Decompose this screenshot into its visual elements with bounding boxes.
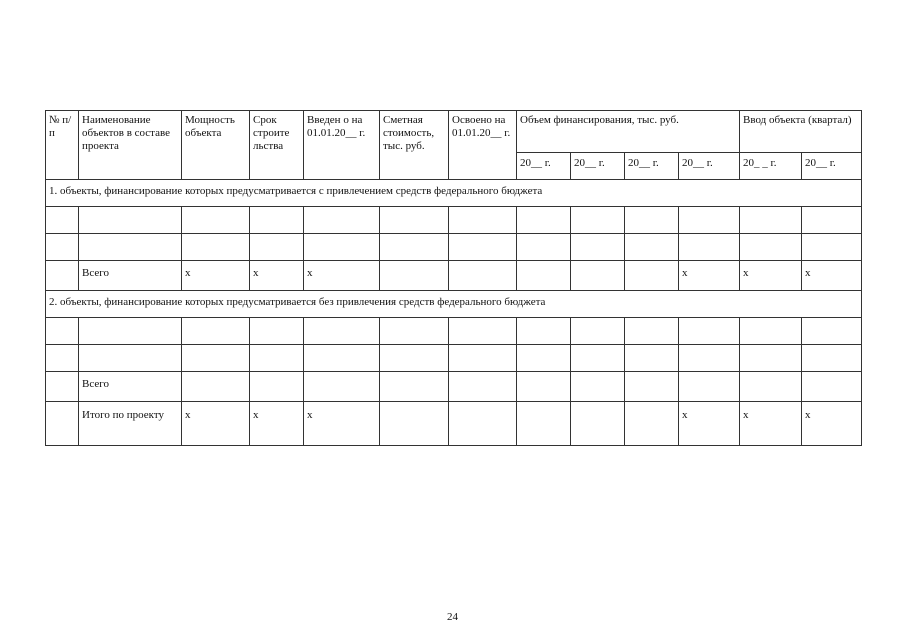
table-row-total-2 [46, 372, 862, 402]
header-entry-year-2: 20__ г. [802, 153, 862, 180]
projects-table [45, 110, 862, 446]
header-year-4: 20__ г. [679, 153, 740, 180]
header-estimate: Сметная стоимость, тыс. руб. [380, 111, 449, 180]
header-capacity: Мощность объекта [182, 111, 250, 180]
page-number: 24 [447, 611, 458, 623]
header-mastered: Освоено на 01.01.20__ г. [449, 111, 517, 180]
table-row [46, 345, 862, 372]
section-title-1: 1. объекты, финансирование которых предусматривается с привлечением средств федерального бюджета [46, 180, 862, 207]
table-row [46, 207, 862, 234]
header-duration: Срок строите льства [250, 111, 304, 180]
header-year-1: 20__ г. [517, 153, 571, 180]
table-row [46, 234, 862, 261]
table-row-total-1: Всего х х х х х х [46, 261, 862, 291]
project-total-label: Итого по проекту [79, 402, 182, 446]
total-label: Всего [79, 372, 182, 402]
header-entry-year-1: 20_ _ г. [740, 153, 802, 180]
header-year-3: 20__ г. [625, 153, 679, 180]
header-year-2: 20__ г. [571, 153, 625, 180]
header-entry: Ввод объекта (квартал) [740, 111, 862, 153]
header-name: Наименование объектов в составе проекта [79, 111, 182, 180]
header-num: № п/п [46, 111, 79, 180]
header-financing: Объем финансирования, тыс. руб. [517, 111, 740, 153]
section-title-2: 2. объекты, финансирование которых предусматривается без привлечения средств федерального бюджета [46, 291, 862, 318]
table-row [46, 318, 862, 345]
header-commissioned: Введен о на 01.01.20__ г. [304, 111, 380, 180]
table-row-project-total: Итого по проекту х х х х х х [46, 402, 862, 446]
total-label: Всего [79, 261, 182, 291]
